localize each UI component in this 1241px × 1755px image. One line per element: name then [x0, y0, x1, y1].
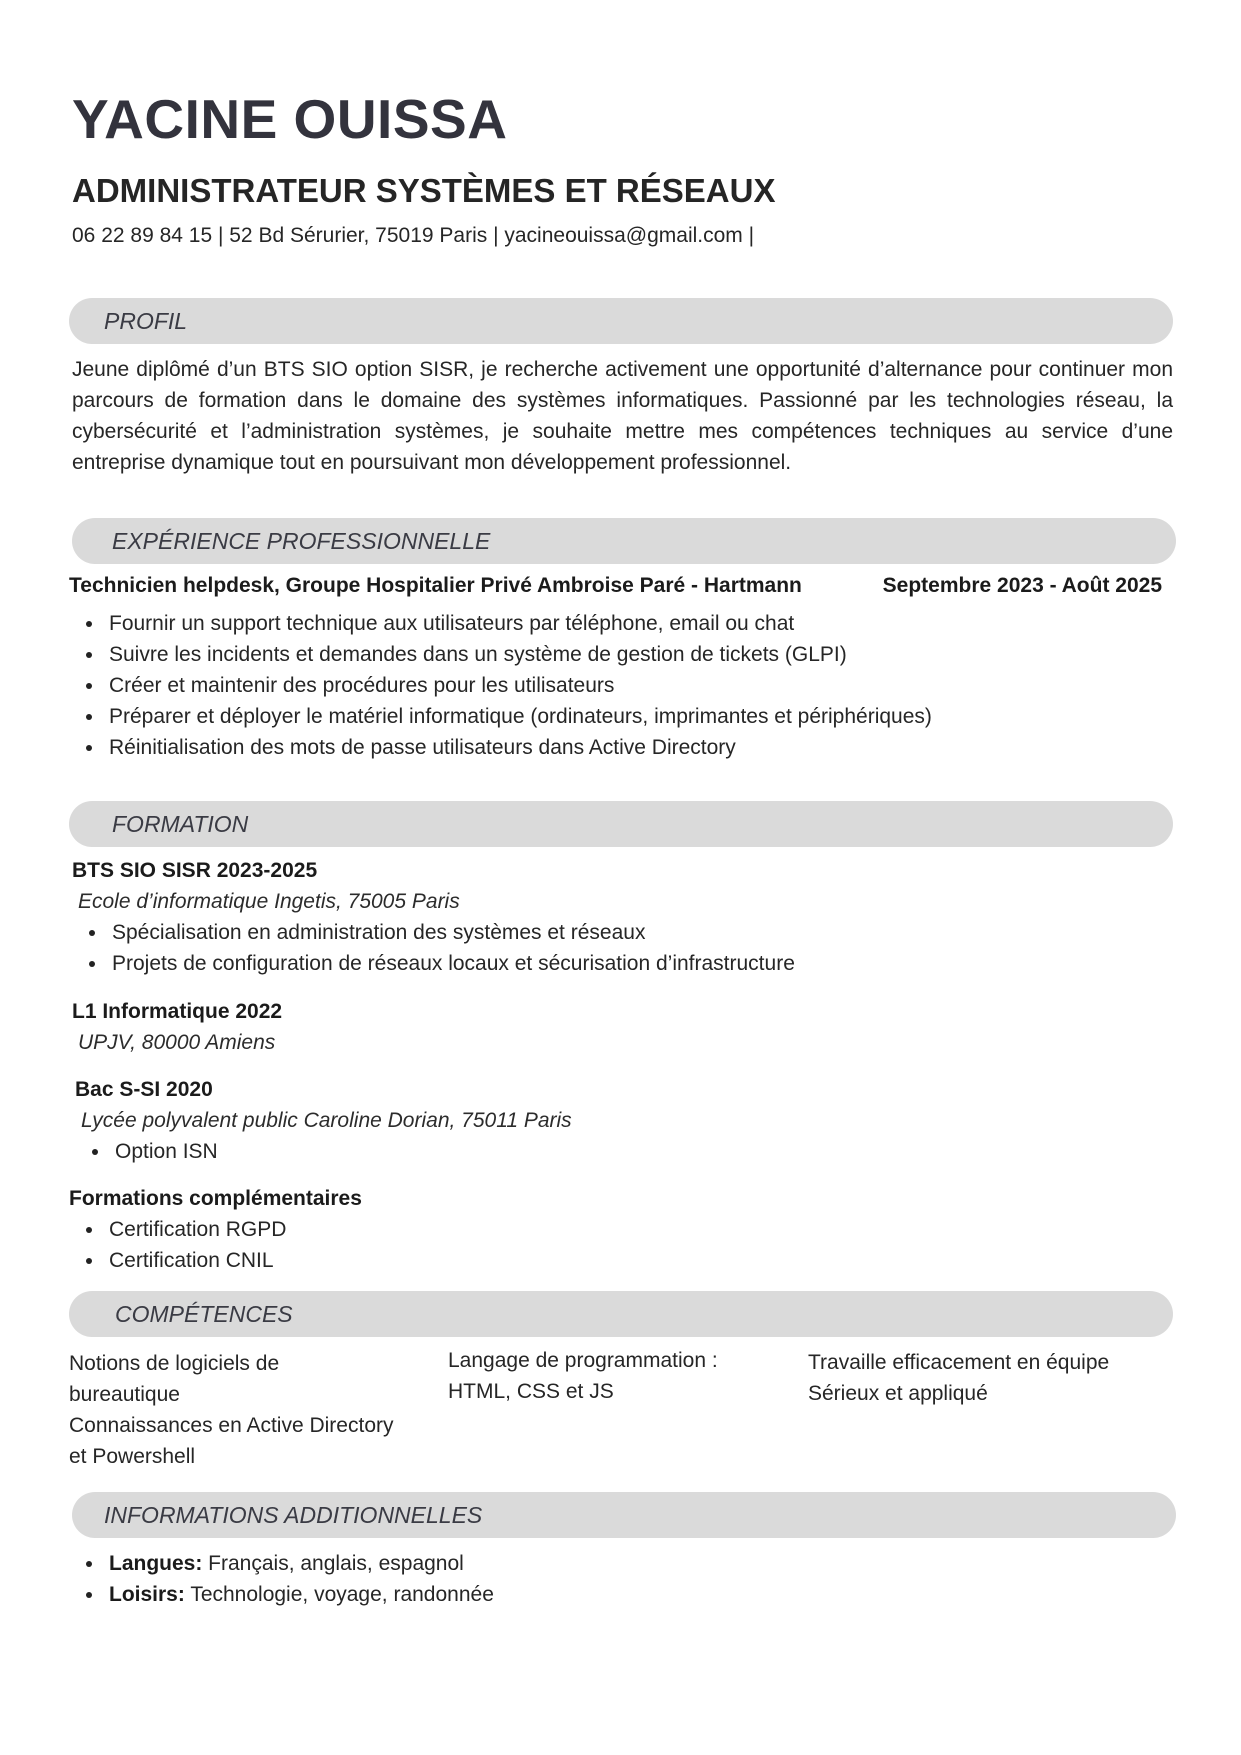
list-item: Réinitialisation des mots de passe utilisateurs dans Active Directory [72, 732, 932, 763]
list-item: Suivre les incidents et demandes dans un système de gestion de tickets (GLPI) [72, 639, 932, 670]
education-detail-list [75, 917, 795, 979]
section-bar-experience [72, 518, 1176, 564]
skill-line: HTML, CSS et JS [448, 1380, 614, 1403]
skill-line: bureautique [69, 1383, 180, 1406]
skill-line: Travaille efficacement en équipe [808, 1351, 1110, 1374]
section-heading-profile: PROFIL [104, 308, 188, 334]
list-item: Fournir un support technique aux utilisateurs par téléphone, email ou chat [72, 608, 932, 639]
list-item [72, 1548, 494, 1579]
skill-line: Notions de logiciels de [69, 1352, 280, 1375]
section-heading-skills: COMPÉTENCES [115, 1301, 293, 1327]
list-item: Option ISN [78, 1136, 218, 1167]
job-title-line: Technicien helpdesk, Groupe Hospitalier Privé Ambroise Paré - Hartmann [69, 574, 802, 597]
section-bar-profile [69, 298, 1173, 344]
profile-text: Jeune diplômé d’un BTS SIO option SISR, je recherche activement une opportunité d’alternance pour continuer mon parcours de formation dans le domaine des systèmes informatiques. Passionné par les technologies réseau, la cybersécurité et l’administration systèmes, je souhaite mettre mes compétences techniques au service d’une entreprise dynamique tout en poursuivant mon développement professionnel. [72, 358, 1173, 474]
skill-line: Connaissances en Active Directory [69, 1414, 394, 1437]
section-heading-education: FORMATION [112, 811, 249, 837]
education-detail-list [78, 1136, 218, 1167]
list-item: Certification RGPD [72, 1214, 286, 1245]
skill-line: et Powershell [69, 1445, 196, 1468]
complementary-title: Formations complémentaires [69, 1187, 362, 1210]
skills-column [808, 1347, 1109, 1409]
skill-line: Sérieux et appliqué [808, 1382, 988, 1405]
section-bar-education [69, 801, 1173, 847]
section-bar-additional [72, 1492, 1176, 1538]
list-item [72, 1579, 494, 1610]
section-heading-additional: INFORMATIONS ADDITIONNELLES [104, 1502, 483, 1528]
list-item: Préparer et déployer le matériel informatique (ordinateurs, imprimantes et périphériques) [72, 701, 932, 732]
list-item: Projets de configuration de réseaux locaux et sécurisation d’infrastructure [75, 948, 795, 979]
contact-line: 06 22 89 84 15 | 52 Bd Sérurier, 75019 Paris | yacineouissa@gmail.com | [72, 224, 755, 247]
candidate-name: YACINE OUISSA [72, 88, 508, 150]
education-school: Ecole d’informatique Ingetis, 75005 Paris [78, 890, 460, 913]
skill-line: Langage de programmation : [448, 1349, 718, 1372]
list-item: Créer et maintenir des procédures pour les utilisateurs [72, 670, 932, 701]
complementary-list [72, 1214, 286, 1276]
skills-column [448, 1345, 718, 1407]
list-item: Certification CNIL [72, 1245, 286, 1276]
job-title: ADMINISTRATEUR SYSTÈMES ET RÉSEAUX [72, 172, 776, 209]
education-title: Bac S-SI 2020 [75, 1078, 213, 1101]
info-value: Technologie, voyage, randonnée [184, 1583, 494, 1606]
section-bar-skills [69, 1291, 1173, 1337]
additional-list [72, 1548, 494, 1610]
info-label: Loisirs: [109, 1583, 185, 1606]
list-item: Spécialisation en administration des systèmes et réseaux [75, 917, 795, 948]
skills-column [69, 1348, 394, 1472]
info-label: Langues: [109, 1552, 203, 1575]
job-task-list [72, 608, 932, 763]
education-title: BTS SIO SISR 2023-2025 [72, 859, 318, 882]
education-title: L1 Informatique 2022 [72, 1000, 283, 1023]
section-heading-experience: EXPÉRIENCE PROFESSIONNELLE [112, 528, 491, 554]
info-value: Français, anglais, espagnol [202, 1552, 464, 1575]
job-dates: Septembre 2023 - Août 2025 [882, 574, 1162, 597]
education-school: Lycée polyvalent public Caroline Dorian, 75011 Paris [81, 1109, 572, 1132]
education-school: UPJV, 80000 Amiens [78, 1031, 276, 1054]
